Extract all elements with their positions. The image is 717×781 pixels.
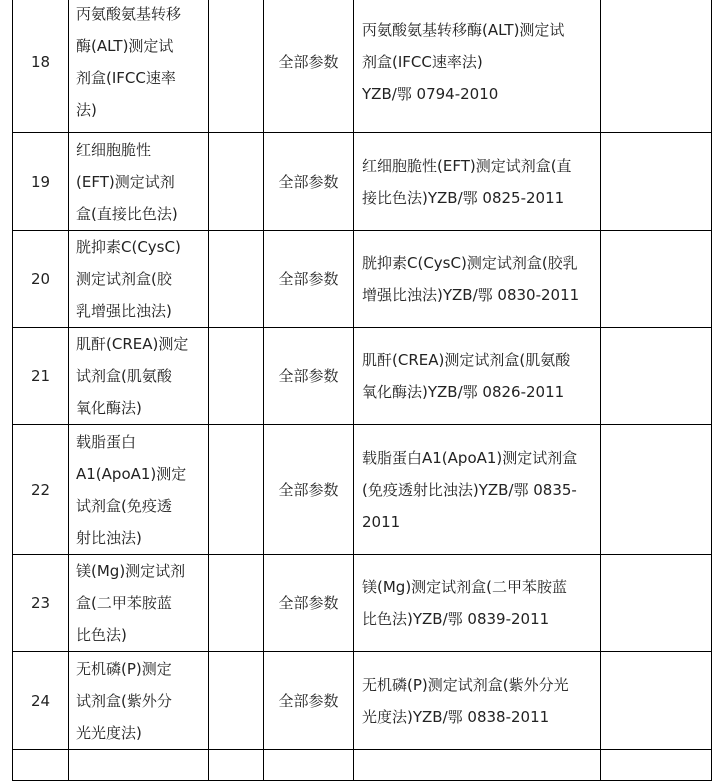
product-name: 丙氨酸氨基转移 酶(ALT)测定试 剂盒(IFCC速率 法): [69, 0, 209, 133]
product-name: 肌酐(CREA)测定 试剂盒(肌氨酸 氧化酶法): [69, 328, 209, 425]
standard-reference: 载脂蛋白A1(ApoA1)测定试剂盒 (免疫透射比浊法)YZB/鄂 0835- 2011: [354, 425, 601, 555]
row-number: 24: [13, 652, 69, 750]
reagent-table: [12, 0, 712, 781]
empty-cell: [354, 750, 601, 781]
empty-cell: [264, 750, 354, 781]
standard-reference: 胱抑素C(CysC)测定试剂盒(胶乳 增强比浊法)YZB/鄂 0830-2011: [354, 231, 601, 328]
product-name: 红细胞脆性 (EFT)测定试剂 盒(直接比色法): [69, 133, 209, 231]
test-parameters: 全部参数: [264, 133, 354, 231]
empty-cell: [601, 133, 712, 231]
row-number: 23: [13, 555, 69, 652]
row-number: 19: [13, 133, 69, 231]
test-parameters: 全部参数: [264, 652, 354, 750]
standard-reference: 红细胞脆性(EFT)测定试剂盒(直 接比色法)YZB/鄂 0825-2011: [354, 133, 601, 231]
empty-cell: [13, 750, 69, 781]
empty-cell: [601, 231, 712, 328]
empty-cell: [209, 555, 264, 652]
table-row: [13, 231, 712, 328]
empty-cell: [209, 231, 264, 328]
standard-reference: 肌酐(CREA)测定试剂盒(肌氨酸 氧化酶法)YZB/鄂 0826-2011: [354, 328, 601, 425]
row-number: 22: [13, 425, 69, 555]
empty-cell: [209, 750, 264, 781]
table-row: [13, 425, 712, 555]
table-row: [13, 328, 712, 425]
test-parameters: 全部参数: [264, 231, 354, 328]
table-row: [13, 555, 712, 652]
product-name: 镁(Mg)测定试剂 盒(二甲苯胺蓝 比色法): [69, 555, 209, 652]
empty-cell: [601, 750, 712, 781]
table-row: [13, 0, 712, 133]
empty-cell: [601, 425, 712, 555]
standard-reference: 丙氨酸氨基转移酶(ALT)测定试 剂盒(IFCC速率法) YZB/鄂 0794-2010: [354, 0, 601, 133]
table-row: [13, 652, 712, 750]
test-parameters: 全部参数: [264, 328, 354, 425]
product-name: 无机磷(P)测定 试剂盒(紫外分 光光度法): [69, 652, 209, 750]
row-number: 21: [13, 328, 69, 425]
empty-cell: [209, 133, 264, 231]
empty-cell: [601, 328, 712, 425]
empty-cell: [69, 750, 209, 781]
empty-cell: [209, 328, 264, 425]
empty-cell: [209, 0, 264, 133]
table-row-partial: [13, 750, 712, 781]
test-parameters: 全部参数: [264, 425, 354, 555]
empty-cell: [601, 0, 712, 133]
table-row: [13, 133, 712, 231]
test-parameters: 全部参数: [264, 555, 354, 652]
test-parameters: 全部参数: [264, 0, 354, 133]
product-name: 胱抑素C(CysC) 测定试剂盒(胶 乳增强比浊法): [69, 231, 209, 328]
standard-reference: 镁(Mg)测定试剂盒(二甲苯胺蓝 比色法)YZB/鄂 0839-2011: [354, 555, 601, 652]
row-number: 18: [13, 0, 69, 133]
standard-reference: 无机磷(P)测定试剂盒(紫外分光 光度法)YZB/鄂 0838-2011: [354, 652, 601, 750]
empty-cell: [601, 555, 712, 652]
row-number: 20: [13, 231, 69, 328]
empty-cell: [209, 652, 264, 750]
product-name: 载脂蛋白 A1(ApoA1)测定 试剂盒(免疫透 射比浊法): [69, 425, 209, 555]
empty-cell: [209, 425, 264, 555]
empty-cell: [601, 652, 712, 750]
